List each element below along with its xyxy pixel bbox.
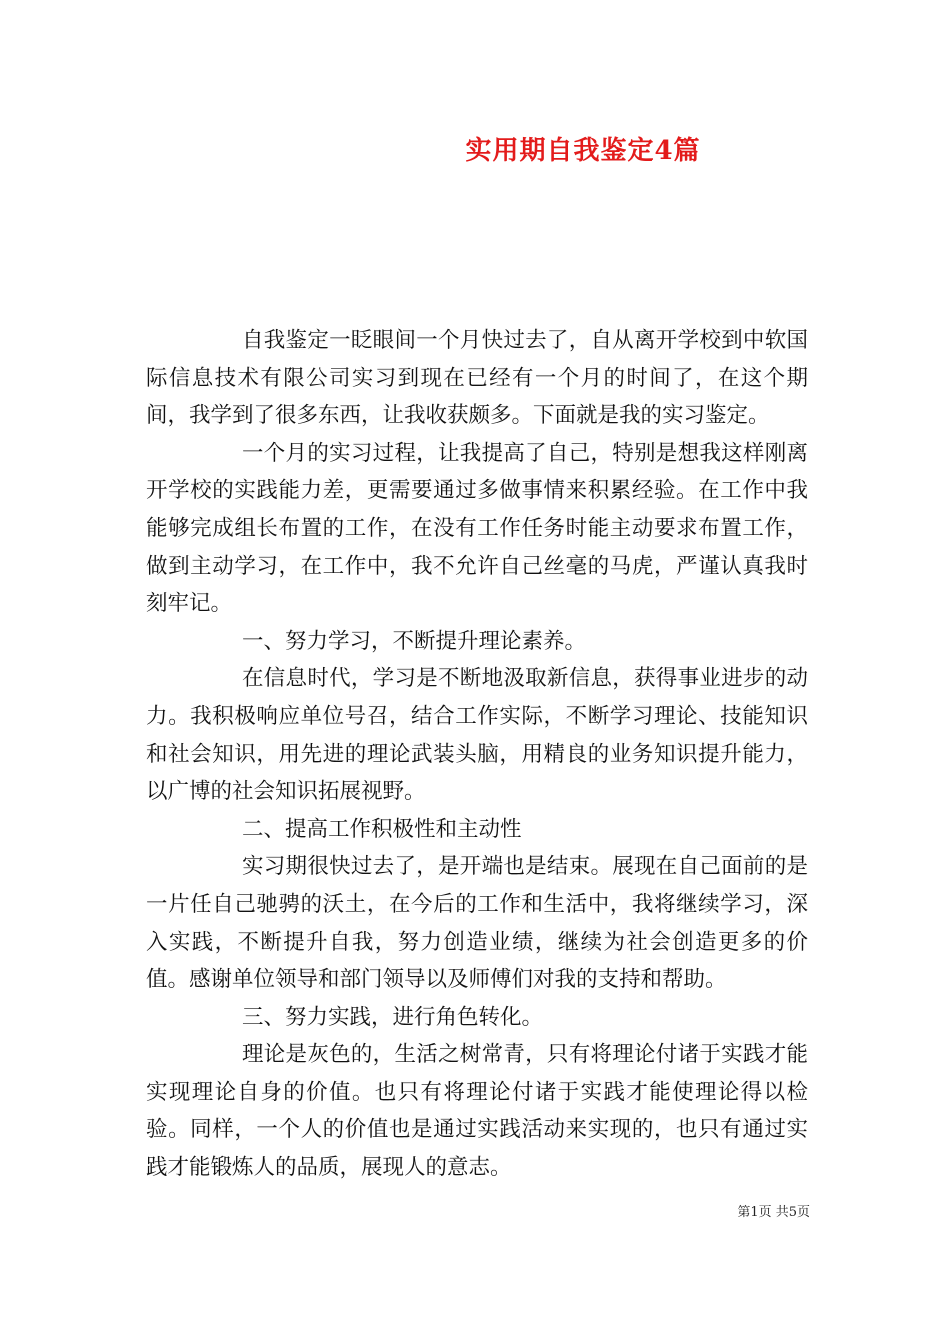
paragraph-internship-process: 一个月的实习过程，让我提高了自己，特别是想我这样刚离开学校的实践能力差，更需要通过多做事情来积累经验。在工作中我能够完成组长布置的工作，在没有工作任务时能主动要求布置工作，做到主动学习，在工作中，我不允许自己丝毫的马虎，严谨认真我时刻牢记。 bbox=[146, 440, 808, 617]
paragraph-intro: 自我鉴定一眨眼间一个月快过去了，自从离开学校到中软国际信息技术有限公司实习到现在已经有一个月的时间了，在这个期间，我学到了很多东西，让我收获颇多。下面就是我的实习鉴定。 bbox=[146, 328, 808, 429]
document-title: 实用期自我鉴定4篇 bbox=[465, 136, 701, 166]
paragraph-initiative: 实习期很快过去了，是开端也是结束。展现在自己面前的是一片任自己驰骋的沃土，在今后的工作和生活中，我将继续学习，深入实践，不断提升自我，努力创造业绩，继续为社会创造更多的价值。感谢单位领导和部门领导以及师傅们对我的支持和帮助。 bbox=[146, 854, 808, 993]
section-heading-2: 二、提高工作积极性和主动性 bbox=[242, 816, 522, 842]
section-heading-1: 一、努力学习，不断提升理论素养。 bbox=[242, 628, 587, 654]
paragraph-practice: 理论是灰色的，生活之树常青，只有将理论付诸于实践才能实现理论自身的价值。也只有将理论付诸于实践才能使理论得以检验。同样，一个人的价值也是通过实践活动来实现的，也只有通过实践才能锻炼人的品质，展现人的意志。 bbox=[146, 1042, 808, 1181]
page-number-footer: 第1页 共5页 bbox=[737, 1205, 810, 1220]
document-body bbox=[146, 322, 808, 1187]
section-heading-3: 三、努力实践，进行角色转化。 bbox=[242, 1004, 544, 1030]
paragraph-learning: 在信息时代，学习是不断地汲取新信息，获得事业进步的动力。我积极响应单位号召，结合工作实际，不断学习理论、技能知识和社会知识，用先进的理论武装头脑，用精良的业务知识提升能力，以广博的社会知识拓展视野。 bbox=[146, 666, 808, 805]
